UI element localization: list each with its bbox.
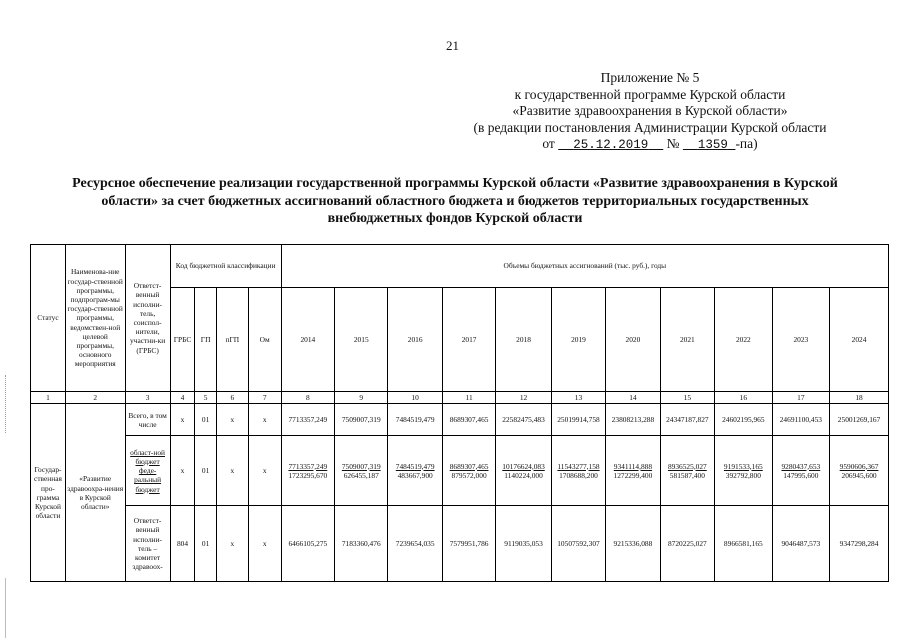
header-code: Код бюджетной классификации xyxy=(170,245,281,288)
appendix-line-5 xyxy=(380,136,905,154)
program-name: «Развитие здравоохра-нения в Курской области» xyxy=(65,404,125,582)
value-cell: 24602195,965 xyxy=(715,404,773,436)
value-cell: 9191533,165 392792,800 xyxy=(715,436,773,506)
appendix-line-2: к государственной программе Курской области xyxy=(514,86,786,102)
col-number: 10 xyxy=(388,392,442,404)
responsible-cell: Ответст-венный исполни-тель – комитет здравоох- xyxy=(125,506,170,582)
code-cell: 01 xyxy=(195,436,217,506)
code-cell: х xyxy=(248,506,281,582)
header-name: Наименова-ние государ-ственной программы, подпрограм-мы государ-ственной программы, ведомствен-ной целевой программы, основного мероприятия xyxy=(65,245,125,392)
value-cell: 11543277,158 1708688,200 xyxy=(551,436,605,506)
value-cell: 7509007,319 xyxy=(335,404,388,436)
value-cell: 9341114,888 1272299,400 xyxy=(606,436,660,506)
col-number: 2 xyxy=(65,392,125,404)
value-cell: 8689307,465 879572,000 xyxy=(442,436,495,506)
header-code-om: Ом xyxy=(248,288,281,392)
appendix-line-3: «Развитие здравоохранения в Курской области» xyxy=(512,103,788,118)
col-number: 14 xyxy=(606,392,660,404)
col-number: 15 xyxy=(660,392,714,404)
value-cell: 10176624,083 1140224,000 xyxy=(496,436,551,506)
code-cell: х xyxy=(170,436,195,506)
header-code-pgp: пГП xyxy=(216,288,248,392)
number-label: № xyxy=(666,136,680,151)
decree-number: 1359 xyxy=(697,138,728,152)
col-number: 8 xyxy=(281,392,334,404)
code-cell: х xyxy=(216,404,248,436)
col-number: 4 xyxy=(170,392,195,404)
value-cell: 8966581,165 xyxy=(715,506,773,582)
margin-mark xyxy=(5,375,6,433)
code-cell: х xyxy=(216,506,248,582)
code-cell: х xyxy=(216,436,248,506)
col-number: 13 xyxy=(551,392,605,404)
code-cell: 01 xyxy=(195,404,217,436)
value-cell: 22582475,483 xyxy=(496,404,551,436)
program-status: Государ-ственная про-грамма Курской области xyxy=(31,404,66,582)
header-year: 2019 xyxy=(551,288,605,392)
value-cell: 7579951,786 xyxy=(442,506,495,582)
value-cell: 9590606,367 206945,600 xyxy=(830,436,889,506)
col-number: 6 xyxy=(216,392,248,404)
header-year: 2022 xyxy=(715,288,773,392)
value-cell: 9215336,088 xyxy=(606,506,660,582)
responsible-cell: област-ной бюджет феде-ральный бюджет xyxy=(125,436,170,506)
header-year: 2017 xyxy=(442,288,495,392)
col-number: 16 xyxy=(715,392,773,404)
from-label: от xyxy=(542,136,555,151)
header-year: 2021 xyxy=(660,288,714,392)
value-cell: 7484519,479 xyxy=(388,404,442,436)
resource-table xyxy=(30,244,889,582)
col-number: 5 xyxy=(195,392,217,404)
col-number: 12 xyxy=(496,392,551,404)
page-number: 21 xyxy=(446,38,459,53)
value-cell: 7509007,319 626455,187 xyxy=(335,436,388,506)
code-cell: 01 xyxy=(195,506,217,582)
header-year: 2016 xyxy=(388,288,442,392)
appendix-header xyxy=(380,70,905,154)
col-number: 7 xyxy=(248,392,281,404)
table-row xyxy=(31,436,889,506)
col-number: 11 xyxy=(442,392,495,404)
header-year: 2023 xyxy=(772,288,830,392)
header-responsible: Ответст-венный исполни-тель, соиспол-нители, участни-ки (ГРБС) xyxy=(125,245,170,392)
header-code-gp: ГП xyxy=(195,288,217,392)
code-cell: х xyxy=(248,436,281,506)
header-year: 2018 xyxy=(496,288,551,392)
document-title: Ресурсное обеспечение реализации государственной программы Курской области «Развитие здравоохранения в Курской области» за счет бюджетных ассигнований областного бюджета и бюджетов территориальных государственных внебюджетных фондов Курской области xyxy=(72,176,838,226)
col-number: 18 xyxy=(830,392,889,404)
value-cell: 9347298,284 xyxy=(830,506,889,582)
header-year: 2015 xyxy=(335,288,388,392)
decree-suffix: -па) xyxy=(735,136,758,151)
value-cell: 25019914,758 xyxy=(551,404,605,436)
code-cell: х xyxy=(170,404,195,436)
value-cell: 8936525,027 581587,400 xyxy=(660,436,714,506)
value-cell: 8689307,465 xyxy=(442,404,495,436)
value-cell: 9119035,053 xyxy=(496,506,551,582)
col-number: 9 xyxy=(335,392,388,404)
value-cell: 8720225,027 xyxy=(660,506,714,582)
header-code-grbs: ГРБС xyxy=(170,288,195,392)
appendix-line-4: (в редакции постановления Администрации Курской области xyxy=(473,119,827,135)
value-cell: 7239654,035 xyxy=(388,506,442,582)
header-volumes: Объемы бюджетных ассигнований (тыс. руб.), годы xyxy=(281,245,888,288)
responsible-cell: Всего, в том числе xyxy=(125,404,170,436)
value-cell: 24347187,827 xyxy=(660,404,714,436)
value-cell: 7183360,476 xyxy=(335,506,388,582)
value-cell: 7484519,479 483667,900 xyxy=(388,436,442,506)
header-status: Статус xyxy=(31,245,66,392)
value-cell: 7713357,249 1723295,670 xyxy=(281,436,334,506)
table-row xyxy=(31,506,889,582)
value-cell: 24691100,453 xyxy=(772,404,830,436)
code-cell: х xyxy=(248,404,281,436)
header-year: 2020 xyxy=(606,288,660,392)
value-cell: 25001269,167 xyxy=(830,404,889,436)
value-cell: 9280437,653 147995,600 xyxy=(772,436,830,506)
col-number: 3 xyxy=(125,392,170,404)
appendix-line-1: Приложение № 5 xyxy=(600,70,700,85)
table-row xyxy=(31,404,889,436)
value-cell: 23808213,288 xyxy=(606,404,660,436)
value-cell: 10507592,307 xyxy=(551,506,605,582)
value-cell: 6466105,275 xyxy=(281,506,334,582)
col-number: 17 xyxy=(772,392,830,404)
margin-mark-2 xyxy=(5,578,6,638)
header-year: 2024 xyxy=(830,288,889,392)
decree-date: 25.12.2019 xyxy=(573,138,649,152)
value-cell: 7713357,249 xyxy=(281,404,334,436)
value-cell: 9046487,573 xyxy=(772,506,830,582)
col-number: 1 xyxy=(31,392,66,404)
header-year: 2014 xyxy=(281,288,334,392)
code-cell: 804 xyxy=(170,506,195,582)
